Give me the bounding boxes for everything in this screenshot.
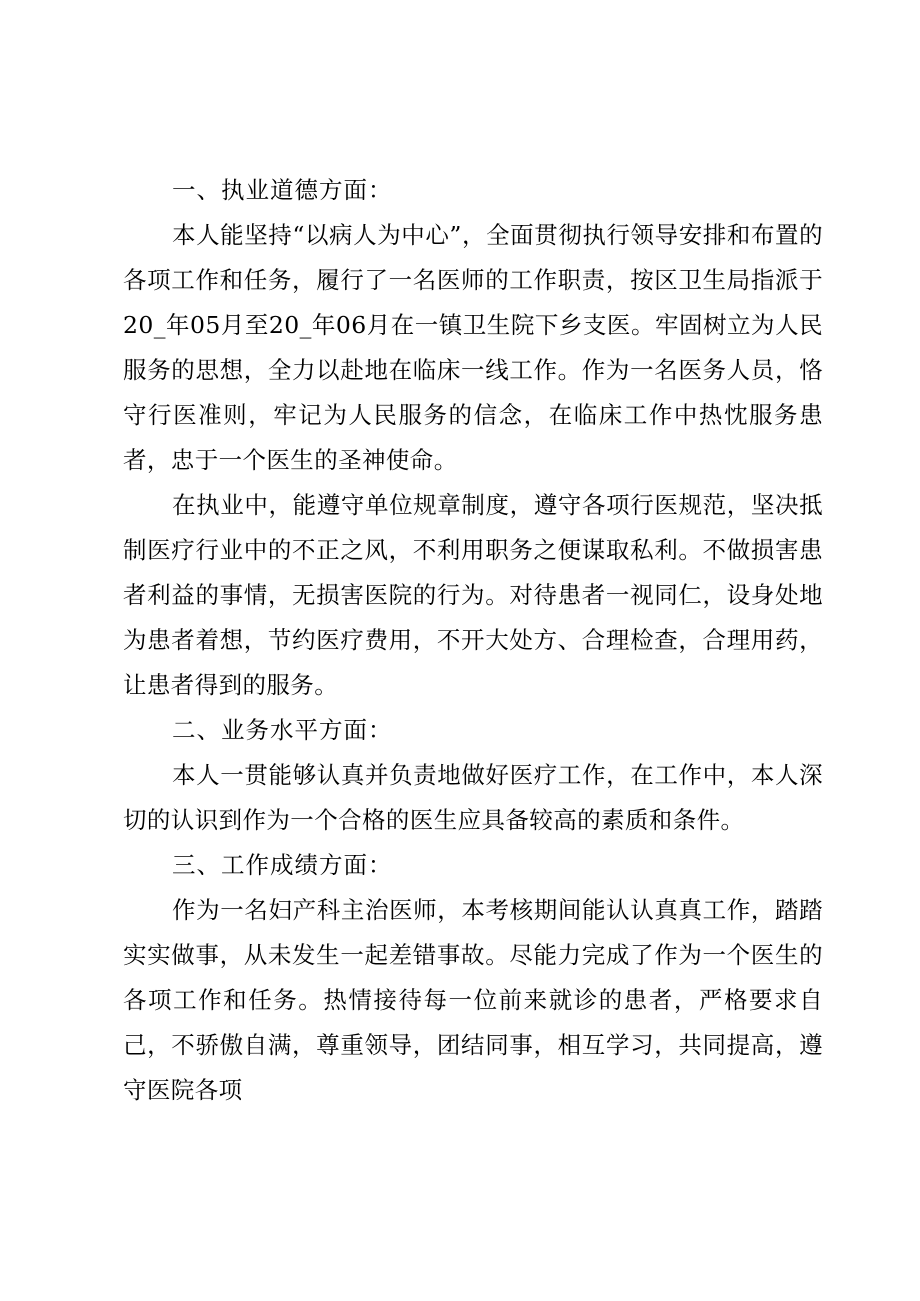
paragraph-ethics-1: 本人能坚持“以病人为中心”，全面贯彻执行领导安排和布置的各项工作和任务，履行了一名医师的工作职责，按区卫生局指派于20_年05月至20_年06月在一镇卫生院下乡支医。牢固树立为人民服务的思想，全力以赴地在临床一线工作。作为一名医务人员，恪守行医准则，牢记为人民服务的信念，在临床工作中热忱服务患者，忠于一个医生的圣神使命。 [123, 221, 823, 474]
section-heading-ethics: 一、执业道德方面： [172, 176, 393, 204]
document-body [123, 168, 823, 1113]
paragraph-achievements: 作为一名妇产科主治医师，本考核期间能认认真真工作，踏踏实实做事，从未发生一起差错事故。尽能力完成了作为一个医生的各项工作和任务。热情接待每一位前来就诊的患者，严格要求自己，不骄傲自满，尊重领导，团结同事，相互学习，共同提高，遵守医院各项 [123, 896, 823, 1104]
paragraph-ethics-2: 在执业中，能遵守单位规章制度，遵守各项行医规范，坚决抵制医疗行业中的不正之风，不利用职务之便谋取私利。不做损害患者利益的事情，无损害医院的行为。对待患者一视同仁，设身处地为患者着想，节约医疗费用，不开大处方、合理检查，合理用药，让患者得到的服务。 [123, 491, 823, 699]
section-heading-achievements: 三、工作成绩方面： [172, 851, 393, 879]
paragraph-skills: 本人一贯能够认真并负责地做好医疗工作，在工作中，本人深切的认识到作为一个合格的医生应具备较高的素质和条件。 [123, 761, 823, 834]
section-heading-skills: 二、业务水平方面： [172, 716, 393, 744]
